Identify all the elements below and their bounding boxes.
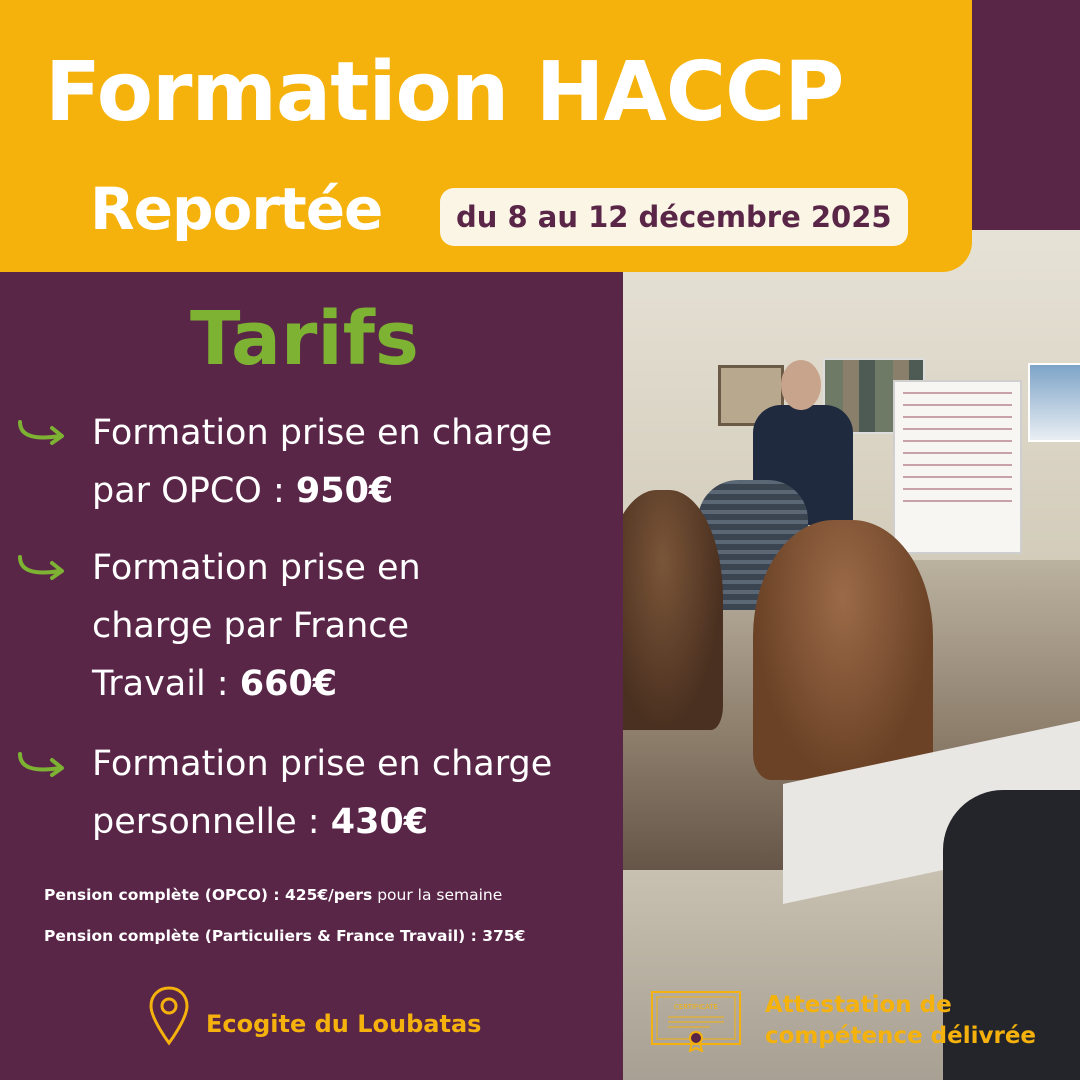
tarif-item-text: Formation prise en charge par OPCO : <box>92 413 553 511</box>
tarif-item-france-travail <box>92 539 492 713</box>
tarif-item-opco <box>92 404 612 520</box>
tarif-item-price: 660€ <box>239 664 338 704</box>
curved-arrow-icon <box>16 551 72 581</box>
pension-line-particuliers <box>44 927 525 945</box>
pension-suffix: pour la semaine <box>372 886 503 904</box>
dates-badge: du 8 au 12 décembre 2025 <box>440 188 908 246</box>
location-pin-icon <box>148 985 190 1047</box>
photo-flipchart <box>893 380 1022 554</box>
tarif-item-price: 950€ <box>295 471 394 511</box>
location-name: Ecogite du Loubatas <box>206 1010 482 1038</box>
photo-poster <box>1028 363 1080 442</box>
attestation-text: Attestation de compétence délivrée <box>765 992 1037 1049</box>
photo-instructor-head <box>781 360 821 410</box>
curved-arrow-icon <box>16 416 72 446</box>
tarif-item-personnelle <box>92 735 612 851</box>
curved-arrow-icon <box>16 748 72 778</box>
pension-line-opco <box>44 886 502 904</box>
pension-label: Pension complète (OPCO) : 425€/pers <box>44 886 373 904</box>
page-subtitle: Reportée <box>90 175 383 243</box>
tarif-item-price: 430€ <box>330 802 429 842</box>
tarifs-heading: Tarifs <box>190 296 419 382</box>
tarif-item-text: Formation prise en charge par France Travail : <box>92 548 421 704</box>
tarif-item-text: Formation prise en charge personnelle : <box>92 744 553 842</box>
photo-student <box>753 520 933 780</box>
photo-student <box>623 490 723 730</box>
page-title: Formation HACCP <box>45 45 844 140</box>
classroom-photo <box>623 230 1080 1080</box>
pension-label: Pension complète (Particuliers & France Travail) : 375€ <box>44 927 526 945</box>
certificate-label: CERTIFICATE <box>674 1003 718 1011</box>
header-banner <box>0 0 972 272</box>
certificate-icon <box>650 990 742 1052</box>
